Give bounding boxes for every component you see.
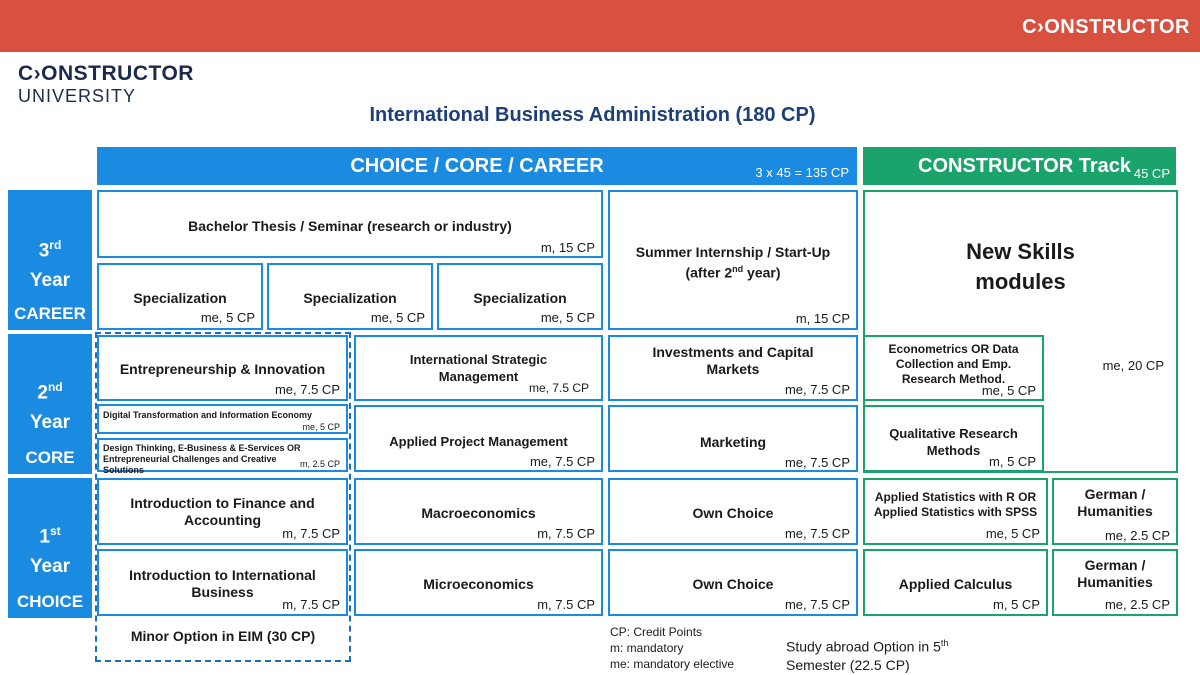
module-cp: me, 7.5 CP <box>784 526 850 541</box>
constructor-track-header <box>863 147 1176 185</box>
year-2-stage: CORE <box>25 448 75 467</box>
core-track-header <box>97 147 857 185</box>
module-microeconomics <box>354 549 603 616</box>
module-macroeconomics <box>354 478 603 545</box>
module-german-humanities-2 <box>1052 549 1178 616</box>
constructor-track-title: CONSTRUCTOR Track <box>918 155 1132 177</box>
year-1-word: Year <box>29 556 71 578</box>
module-cp: m, 7.5 CP <box>537 526 595 541</box>
module-title: Applied Statistics with R OR Applied Statistics with SPSS <box>873 490 1038 519</box>
module-title: Introduction to International Business <box>129 567 316 600</box>
module-entrepreneurship <box>97 335 348 401</box>
year-2-label <box>8 334 92 474</box>
module-cp: m, 2.5 CP <box>299 459 340 469</box>
module-cp: m, 7.5 CP <box>537 597 595 612</box>
module-title: Design Thinking, E-Business & E-Services OR Entrepreneurial Challenges and Creative Solutions <box>103 443 301 475</box>
module-cp: me, 7.5 CP <box>528 381 589 395</box>
module-cp: m, 7.5 CP <box>282 526 340 541</box>
year-3-stage: CAREER <box>14 304 86 323</box>
module-german-humanities-1 <box>1052 478 1178 545</box>
module-title-line1: Summer Internship / Start-Up <box>635 244 831 260</box>
module-specialization-2 <box>267 263 433 330</box>
module-cp: me, 7.5 CP <box>784 455 850 470</box>
core-track-cp: 3 x 45 = 135 CP <box>755 165 849 180</box>
module-cp: me, 7.5 CP <box>274 382 340 397</box>
year-3-label <box>8 190 92 330</box>
module-own-choice-2 <box>608 549 858 616</box>
core-track-title: CHOICE / CORE / CAREER <box>350 155 604 177</box>
module-title: Qualitative Research Methods <box>889 426 1018 458</box>
module-title: Specialization <box>133 290 227 306</box>
year-1-label <box>8 478 92 618</box>
top-bar <box>0 0 1200 52</box>
module-title-line2a: (after 2 <box>685 264 733 281</box>
university-logo-subtitle: UNIVERSITY <box>18 86 137 106</box>
legend-cp: CP: Credit Points <box>610 625 703 639</box>
module-cp: m, 7.5 CP <box>282 597 340 612</box>
module-title: Applied Calculus <box>898 576 1013 592</box>
module-digital-transformation <box>97 404 348 434</box>
module-title: New Skills modules <box>966 239 1075 294</box>
year-2-word: Year <box>29 412 71 434</box>
module-title: German / Humanities <box>1077 486 1153 519</box>
module-title: Macroeconomics <box>421 505 536 521</box>
module-title: German / Humanities <box>1077 557 1153 590</box>
module-international-business <box>97 549 348 616</box>
module-title: Digital Transformation and Information Economy <box>103 410 313 420</box>
module-investments <box>608 335 858 401</box>
module-project-management <box>354 405 603 472</box>
module-bachelor-thesis <box>97 190 603 258</box>
module-cp: m, 5 CP <box>993 597 1040 612</box>
module-cp: me, 2.5 CP <box>1104 528 1170 543</box>
module-design-thinking <box>97 438 348 475</box>
module-cp: m, 5 CP <box>989 454 1036 469</box>
module-cp: m, 15 CP <box>795 311 850 326</box>
year-2-suffix: nd <box>47 380 63 394</box>
legend <box>610 624 790 672</box>
module-title: Bachelor Thesis / Seminar (research or industry) <box>188 218 512 234</box>
module-marketing <box>608 405 858 472</box>
module-qualitative-research <box>863 405 1044 472</box>
module-cp: me, 5 CP <box>540 310 595 325</box>
module-strategic-management <box>354 335 603 401</box>
year-3-suffix: rd <box>49 238 62 252</box>
module-cp: me, 5 CP <box>200 310 255 325</box>
constructor-brand-logo: C›ONSTRUCTOR <box>1022 16 1190 38</box>
year-3-word: Year <box>29 270 71 292</box>
module-cp: me, 5 CP <box>985 526 1040 541</box>
legend-m: m: mandatory <box>610 641 684 655</box>
module-title-sup: nd <box>732 264 744 274</box>
module-title: International Strategic Management <box>409 352 548 384</box>
module-applied-statistics <box>863 478 1048 545</box>
year-2-number: 2 <box>37 382 48 404</box>
module-cp: me, 7.5 CP <box>784 382 850 397</box>
module-title: Econometrics OR Data Collection and Emp. Research Method. <box>888 342 1019 386</box>
module-cp: me, 7.5 CP <box>784 597 850 612</box>
module-title: Marketing <box>699 434 767 450</box>
page-title: International Business Administration (180 CP) <box>369 104 816 126</box>
module-title: Own Choice <box>692 576 774 592</box>
year-1-suffix: st <box>49 524 61 538</box>
year-3-number: 3 <box>38 240 50 262</box>
study-abroad-note <box>786 634 1016 674</box>
module-own-choice-1 <box>608 478 858 545</box>
minor-option-label: Minor Option in EIM (30 CP) <box>130 628 316 644</box>
module-cp: me, 20 CP <box>1102 358 1164 373</box>
module-specialization-3 <box>437 263 603 330</box>
module-specialization-1 <box>97 263 263 330</box>
module-title: Entrepreneurship & Innovation <box>119 361 326 377</box>
module-econometrics <box>863 335 1044 401</box>
module-cp: m, 15 CP <box>540 240 595 255</box>
study-abroad-line2: Semester (22.5 CP) <box>786 656 910 673</box>
module-cp: me, 5 CP <box>302 422 340 432</box>
year-1-stage: CHOICE <box>16 592 84 611</box>
constructor-track-cp: 45 CP <box>1133 166 1170 181</box>
module-applied-calculus <box>863 549 1048 616</box>
module-title: Investments and Capital Markets <box>652 344 814 377</box>
year-1-number: 1 <box>39 526 50 548</box>
legend-me: me: mandatory elective <box>610 657 735 671</box>
module-title: Introduction to Finance and Accounting <box>130 495 315 528</box>
study-abroad-line1: Study abroad Option in 5 <box>786 638 941 655</box>
module-cp: me, 5 CP <box>981 383 1036 398</box>
module-cp: me, 5 CP <box>370 310 425 325</box>
module-summer-internship <box>608 190 858 330</box>
module-title: Own Choice <box>692 505 774 521</box>
module-title: Applied Project Management <box>389 434 568 449</box>
module-cp: me, 7.5 CP <box>529 454 595 469</box>
module-title-line2b: year) <box>743 264 781 281</box>
module-title: Specialization <box>473 290 567 306</box>
module-cp: me, 2.5 CP <box>1104 597 1170 612</box>
study-abroad-sup: th <box>940 638 949 648</box>
module-title: Microeconomics <box>423 576 534 592</box>
module-finance-accounting <box>97 478 348 545</box>
module-title: Specialization <box>303 290 397 306</box>
university-logo-wordmark: C›ONSTRUCTOR <box>18 62 194 85</box>
